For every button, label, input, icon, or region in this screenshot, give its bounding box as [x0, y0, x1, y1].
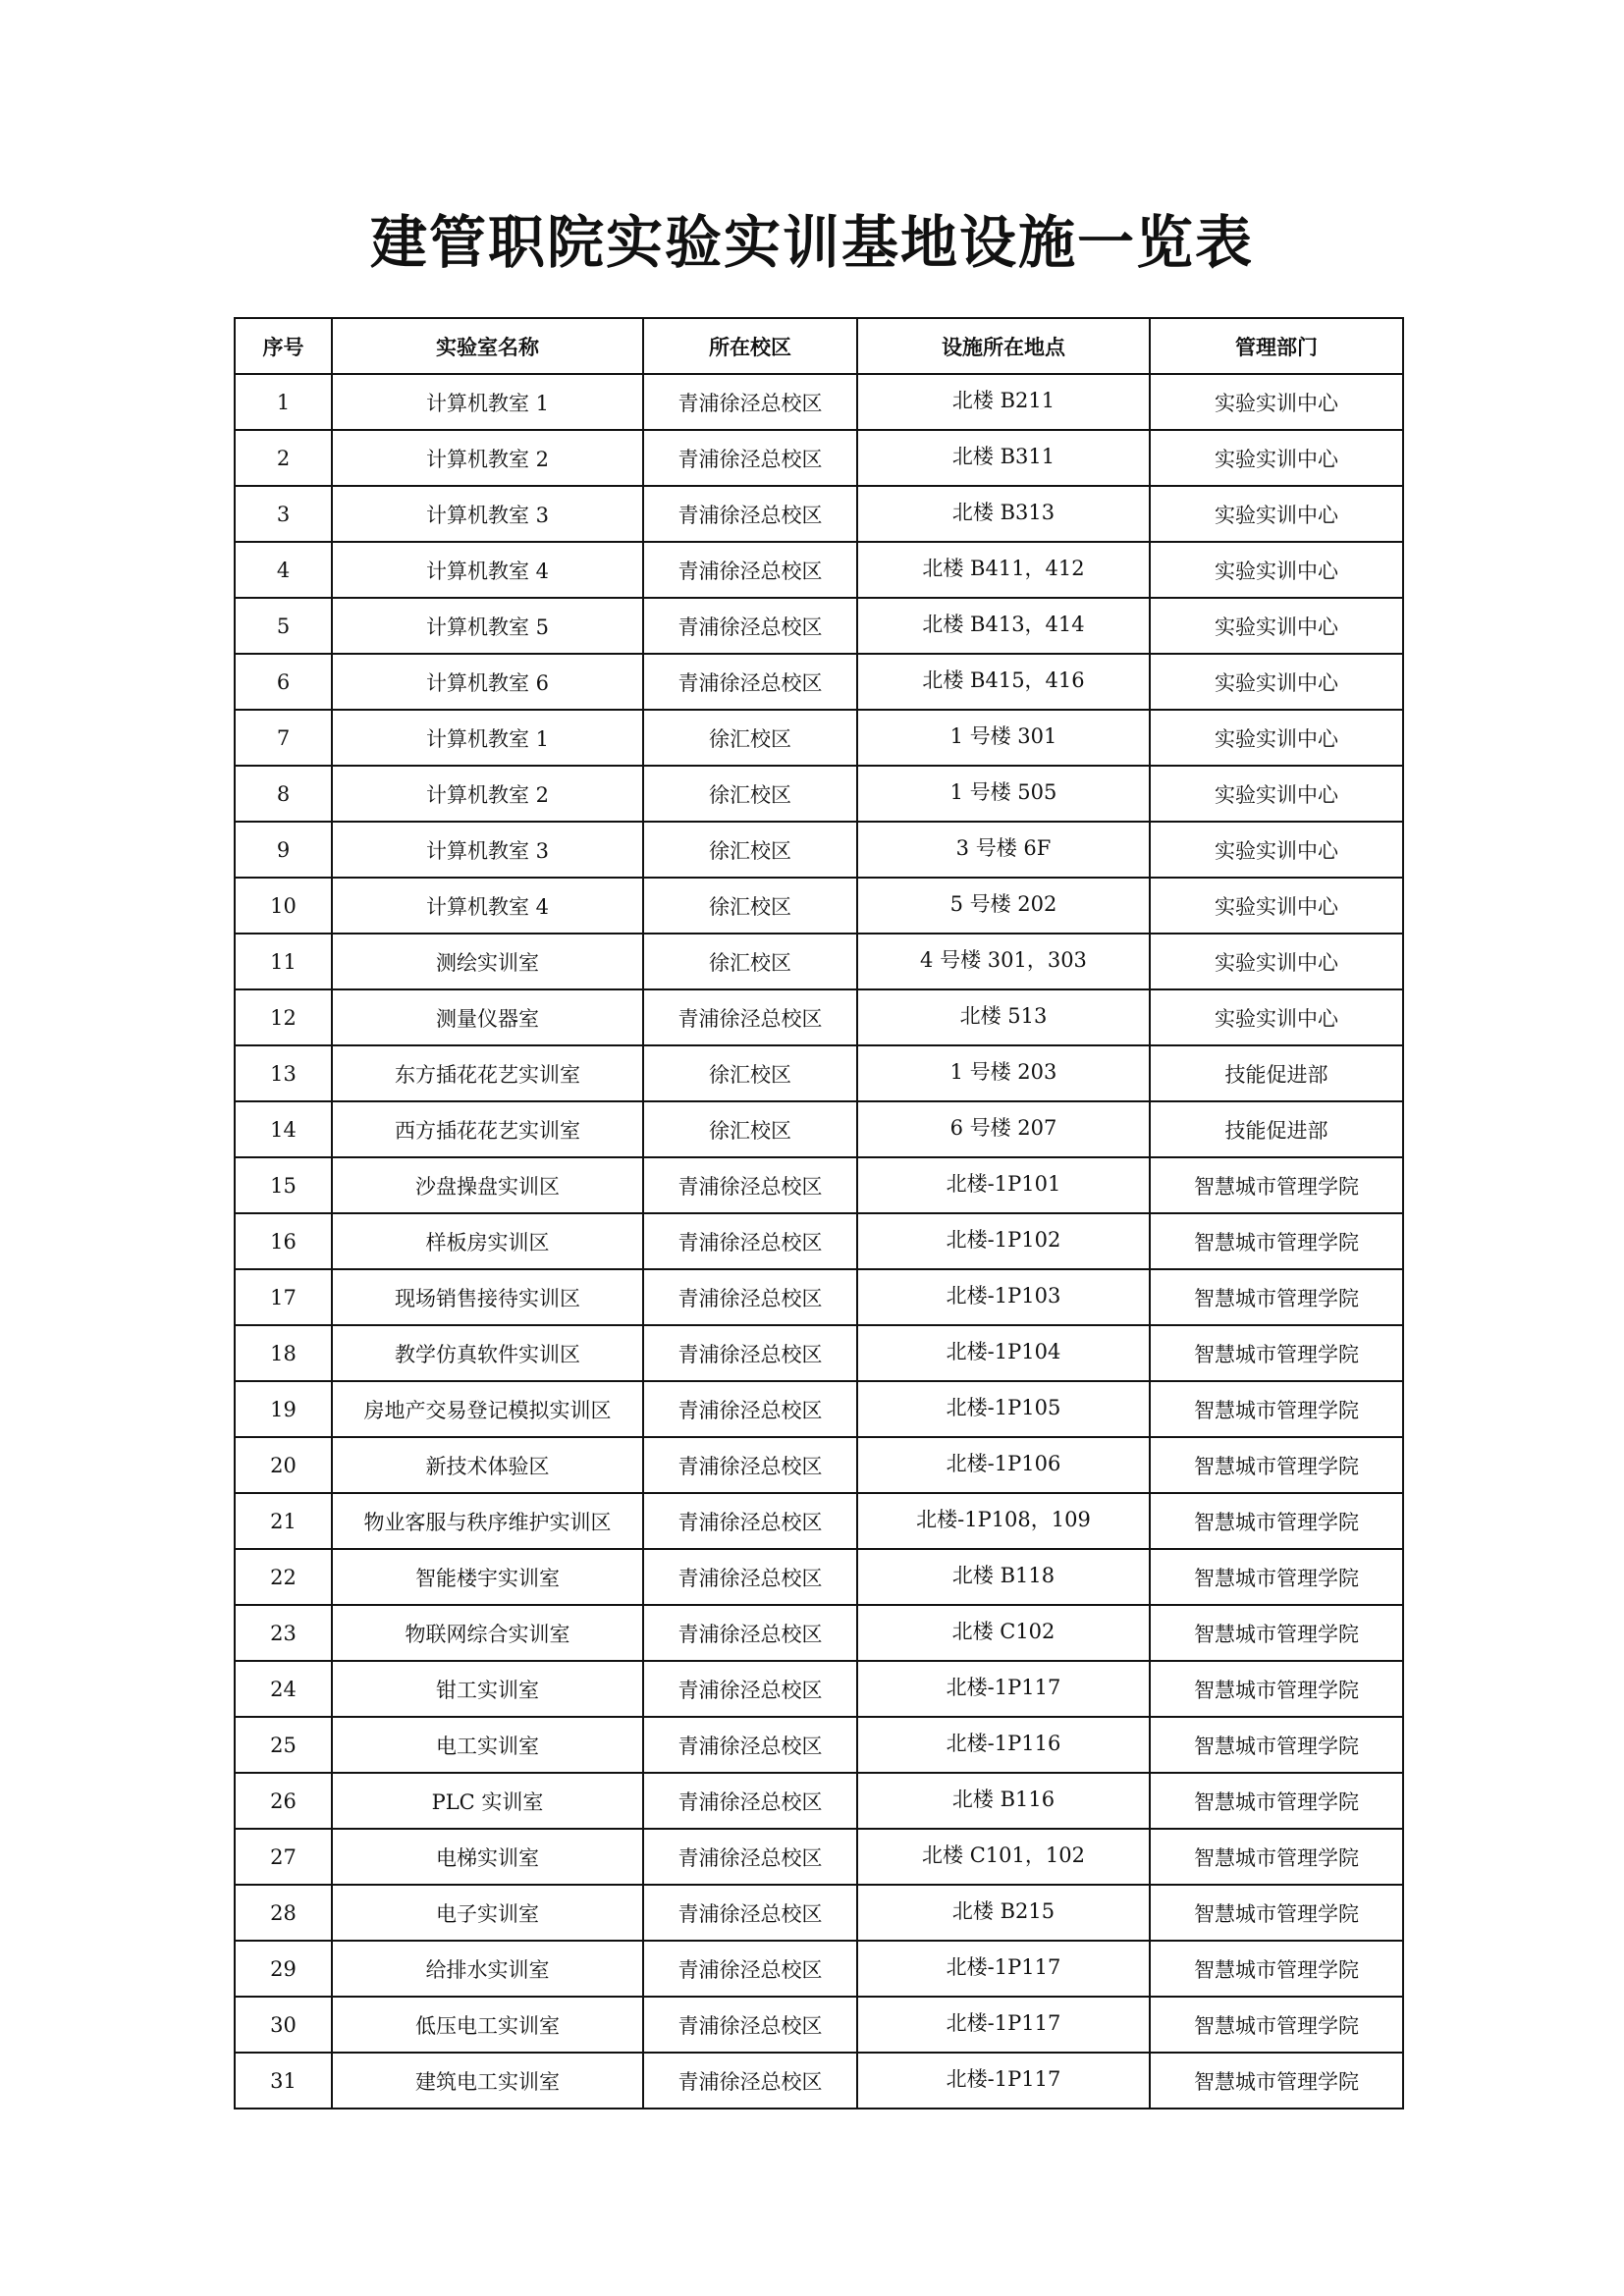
cell-location: 北楼-1P105: [857, 1381, 1150, 1437]
cell-lab-name: 电子实训室: [332, 1885, 643, 1941]
table-row: [235, 934, 1403, 989]
cell-seq: 1: [235, 374, 332, 430]
cell-department: 实验实训中心: [1150, 598, 1403, 654]
table-row: [235, 430, 1403, 486]
cell-lab-name: 西方插花花艺实训室: [332, 1101, 643, 1157]
cell-lab-name: 低压电工实训室: [332, 1997, 643, 2053]
cell-seq: 15: [235, 1157, 332, 1213]
cell-lab-name: 智能楼宇实训室: [332, 1549, 643, 1605]
cell-seq: 9: [235, 822, 332, 878]
cell-location: 北楼-1P102: [857, 1213, 1150, 1269]
cell-seq: 12: [235, 989, 332, 1045]
cell-department: 智慧城市管理学院: [1150, 1941, 1403, 1997]
cell-location: 北楼 B313: [857, 486, 1150, 542]
cell-seq: 11: [235, 934, 332, 989]
cell-lab-name: 东方插花花艺实训室: [332, 1045, 643, 1101]
table-row: [235, 1157, 1403, 1213]
cell-department: 智慧城市管理学院: [1150, 1661, 1403, 1717]
table-row: [235, 1661, 1403, 1717]
table-row: [235, 1325, 1403, 1381]
cell-department: 智慧城市管理学院: [1150, 1549, 1403, 1605]
cell-campus: 青浦徐泾总校区: [643, 1605, 857, 1661]
cell-department: 智慧城市管理学院: [1150, 1829, 1403, 1885]
cell-lab-name: 计算机教室 6: [332, 654, 643, 710]
table-row: [235, 1269, 1403, 1325]
table-row: [235, 1941, 1403, 1997]
cell-lab-name: 物联网综合实训室: [332, 1605, 643, 1661]
page-title: 建管职院实验实训基地设施一览表: [369, 209, 1254, 276]
cell-location: 北楼 B116: [857, 1773, 1150, 1829]
cell-lab-name: 测量仪器室: [332, 989, 643, 1045]
cell-location: 北楼 B211: [857, 374, 1150, 430]
cell-lab-name: 计算机教室 4: [332, 542, 643, 598]
cell-department: 智慧城市管理学院: [1150, 1325, 1403, 1381]
table-row: [235, 766, 1403, 822]
cell-campus: 青浦徐泾总校区: [643, 2053, 857, 2109]
cell-lab-name: 计算机教室 1: [332, 710, 643, 766]
cell-lab-name: 给排水实训室: [332, 1941, 643, 1997]
cell-location: 北楼-1P117: [857, 1661, 1150, 1717]
cell-campus: 青浦徐泾总校区: [643, 542, 857, 598]
table-row: [235, 1829, 1403, 1885]
cell-seq: 20: [235, 1437, 332, 1493]
cell-campus: 青浦徐泾总校区: [643, 1213, 857, 1269]
cell-department: 技能促进部: [1150, 1045, 1403, 1101]
cell-department: 智慧城市管理学院: [1150, 1773, 1403, 1829]
cell-location: 北楼 B413，414: [857, 598, 1150, 654]
cell-seq: 30: [235, 1997, 332, 2053]
cell-seq: 17: [235, 1269, 332, 1325]
cell-lab-name: 计算机教室 4: [332, 878, 643, 934]
cell-lab-name: 样板房实训区: [332, 1213, 643, 1269]
cell-location: 1 号楼 505: [857, 766, 1150, 822]
cell-location: 6 号楼 207: [857, 1101, 1150, 1157]
cell-lab-name: 沙盘操盘实训区: [332, 1157, 643, 1213]
cell-campus: 青浦徐泾总校区: [643, 1493, 857, 1549]
cell-location: 北楼-1P104: [857, 1325, 1150, 1381]
cell-location: 北楼 B215: [857, 1885, 1150, 1941]
cell-campus: 青浦徐泾总校区: [643, 598, 857, 654]
cell-campus: 青浦徐泾总校区: [643, 1941, 857, 1997]
header-campus: 所在校区: [643, 318, 857, 374]
cell-department: 实验实训中心: [1150, 542, 1403, 598]
cell-seq: 8: [235, 766, 332, 822]
cell-location: 北楼 B311: [857, 430, 1150, 486]
cell-seq: 27: [235, 1829, 332, 1885]
cell-department: 智慧城市管理学院: [1150, 2053, 1403, 2109]
cell-seq: 4: [235, 542, 332, 598]
table-row: [235, 710, 1403, 766]
cell-seq: 18: [235, 1325, 332, 1381]
cell-location: 北楼-1P117: [857, 1997, 1150, 2053]
cell-lab-name: 新技术体验区: [332, 1437, 643, 1493]
cell-seq: 5: [235, 598, 332, 654]
cell-department: 实验实训中心: [1150, 710, 1403, 766]
cell-campus: 徐汇校区: [643, 878, 857, 934]
cell-location: 北楼-1P117: [857, 2053, 1150, 2109]
cell-seq: 3: [235, 486, 332, 542]
cell-location: 北楼-1P103: [857, 1269, 1150, 1325]
cell-department: 智慧城市管理学院: [1150, 1157, 1403, 1213]
table-row: [235, 374, 1403, 430]
header-seq: 序号: [235, 318, 332, 374]
cell-campus: 青浦徐泾总校区: [643, 1717, 857, 1773]
cell-lab-name: 建筑电工实训室: [332, 2053, 643, 2109]
table-row: [235, 878, 1403, 934]
header-department: 管理部门: [1150, 318, 1403, 374]
table-row: [235, 1549, 1403, 1605]
cell-seq: 28: [235, 1885, 332, 1941]
cell-campus: 青浦徐泾总校区: [643, 1885, 857, 1941]
cell-location: 北楼 C101，102: [857, 1829, 1150, 1885]
cell-location: 北楼-1P117: [857, 1941, 1150, 1997]
cell-campus: 青浦徐泾总校区: [643, 374, 857, 430]
cell-campus: 徐汇校区: [643, 710, 857, 766]
table-body: [235, 374, 1403, 2109]
table-row: [235, 1045, 1403, 1101]
cell-seq: 14: [235, 1101, 332, 1157]
cell-lab-name: 现场销售接待实训区: [332, 1269, 643, 1325]
cell-seq: 13: [235, 1045, 332, 1101]
cell-department: 智慧城市管理学院: [1150, 1437, 1403, 1493]
table-row: [235, 1213, 1403, 1269]
cell-lab-name: 教学仿真软件实训区: [332, 1325, 643, 1381]
cell-campus: 青浦徐泾总校区: [643, 1549, 857, 1605]
cell-location: 1 号楼 301: [857, 710, 1150, 766]
table-row: [235, 542, 1403, 598]
cell-seq: 7: [235, 710, 332, 766]
table-row: [235, 1773, 1403, 1829]
cell-campus: 徐汇校区: [643, 934, 857, 989]
cell-campus: 青浦徐泾总校区: [643, 1829, 857, 1885]
cell-department: 智慧城市管理学院: [1150, 1717, 1403, 1773]
cell-campus: 徐汇校区: [643, 1045, 857, 1101]
cell-seq: 2: [235, 430, 332, 486]
cell-lab-name: 计算机教室 2: [332, 766, 643, 822]
cell-lab-name: 电梯实训室: [332, 1829, 643, 1885]
cell-seq: 10: [235, 878, 332, 934]
cell-location: 北楼 B118: [857, 1549, 1150, 1605]
cell-department: 实验实训中心: [1150, 989, 1403, 1045]
cell-campus: 青浦徐泾总校区: [643, 1997, 857, 2053]
cell-lab-name: 计算机教室 2: [332, 430, 643, 486]
cell-department: 智慧城市管理学院: [1150, 1885, 1403, 1941]
table-row: [235, 1437, 1403, 1493]
cell-location: 北楼-1P108，109: [857, 1493, 1150, 1549]
cell-department: 实验实训中心: [1150, 934, 1403, 989]
table-row: [235, 1381, 1403, 1437]
cell-seq: 24: [235, 1661, 332, 1717]
cell-lab-name: 钳工实训室: [332, 1661, 643, 1717]
cell-seq: 16: [235, 1213, 332, 1269]
table-row: [235, 2053, 1403, 2109]
cell-location: 5 号楼 202: [857, 878, 1150, 934]
cell-campus: 青浦徐泾总校区: [643, 1773, 857, 1829]
cell-lab-name: PLC 实训室: [332, 1773, 643, 1829]
cell-location: 北楼-1P106: [857, 1437, 1150, 1493]
cell-campus: 徐汇校区: [643, 766, 857, 822]
cell-campus: 青浦徐泾总校区: [643, 654, 857, 710]
cell-department: 实验实训中心: [1150, 486, 1403, 542]
cell-seq: 19: [235, 1381, 332, 1437]
cell-location: 北楼 C102: [857, 1605, 1150, 1661]
table-row: [235, 989, 1403, 1045]
cell-campus: 徐汇校区: [643, 822, 857, 878]
cell-department: 智慧城市管理学院: [1150, 1997, 1403, 2053]
cell-seq: 25: [235, 1717, 332, 1773]
cell-department: 智慧城市管理学院: [1150, 1605, 1403, 1661]
cell-campus: 徐汇校区: [643, 1101, 857, 1157]
cell-lab-name: 计算机教室 3: [332, 822, 643, 878]
table-row: [235, 1101, 1403, 1157]
cell-lab-name: 计算机教室 5: [332, 598, 643, 654]
table-row: [235, 486, 1403, 542]
facility-table: [234, 317, 1404, 2109]
cell-seq: 23: [235, 1605, 332, 1661]
header-lab-name: 实验室名称: [332, 318, 643, 374]
cell-lab-name: 物业客服与秩序维护实训区: [332, 1493, 643, 1549]
cell-location: 北楼 B411，412: [857, 542, 1150, 598]
table-row: [235, 1605, 1403, 1661]
cell-campus: 青浦徐泾总校区: [643, 486, 857, 542]
cell-department: 智慧城市管理学院: [1150, 1269, 1403, 1325]
cell-seq: 21: [235, 1493, 332, 1549]
table-row: [235, 654, 1403, 710]
cell-location: 1 号楼 203: [857, 1045, 1150, 1101]
cell-department: 实验实训中心: [1150, 654, 1403, 710]
cell-seq: 6: [235, 654, 332, 710]
cell-lab-name: 房地产交易登记模拟实训区: [332, 1381, 643, 1437]
cell-department: 智慧城市管理学院: [1150, 1493, 1403, 1549]
cell-campus: 青浦徐泾总校区: [643, 989, 857, 1045]
cell-campus: 青浦徐泾总校区: [643, 1381, 857, 1437]
cell-department: 实验实训中心: [1150, 822, 1403, 878]
cell-lab-name: 电工实训室: [332, 1717, 643, 1773]
cell-campus: 青浦徐泾总校区: [643, 1269, 857, 1325]
cell-campus: 青浦徐泾总校区: [643, 1157, 857, 1213]
cell-location: 4 号楼 301，303: [857, 934, 1150, 989]
cell-location: 北楼 B415，416: [857, 654, 1150, 710]
cell-seq: 22: [235, 1549, 332, 1605]
cell-location: 3 号楼 6F: [857, 822, 1150, 878]
cell-department: 实验实训中心: [1150, 430, 1403, 486]
cell-lab-name: 计算机教室 3: [332, 486, 643, 542]
cell-department: 实验实训中心: [1150, 374, 1403, 430]
cell-seq: 31: [235, 2053, 332, 2109]
cell-department: 智慧城市管理学院: [1150, 1381, 1403, 1437]
cell-campus: 青浦徐泾总校区: [643, 430, 857, 486]
table-row: [235, 1885, 1403, 1941]
cell-department: 实验实训中心: [1150, 766, 1403, 822]
cell-seq: 26: [235, 1773, 332, 1829]
table-row: [235, 1997, 1403, 2053]
cell-lab-name: 测绘实训室: [332, 934, 643, 989]
table-row: [235, 1717, 1403, 1773]
header-row: [235, 318, 1403, 374]
cell-campus: 青浦徐泾总校区: [643, 1325, 857, 1381]
cell-campus: 青浦徐泾总校区: [643, 1437, 857, 1493]
cell-location: 北楼 513: [857, 989, 1150, 1045]
cell-lab-name: 计算机教室 1: [332, 374, 643, 430]
table-row: [235, 598, 1403, 654]
cell-seq: 29: [235, 1941, 332, 1997]
cell-location: 北楼-1P116: [857, 1717, 1150, 1773]
cell-campus: 青浦徐泾总校区: [643, 1661, 857, 1717]
cell-location: 北楼-1P101: [857, 1157, 1150, 1213]
cell-department: 智慧城市管理学院: [1150, 1213, 1403, 1269]
table-header: [235, 318, 1403, 374]
table-row: [235, 822, 1403, 878]
table-row: [235, 1493, 1403, 1549]
cell-department: 技能促进部: [1150, 1101, 1403, 1157]
cell-department: 实验实训中心: [1150, 878, 1403, 934]
header-location: 设施所在地点: [857, 318, 1150, 374]
